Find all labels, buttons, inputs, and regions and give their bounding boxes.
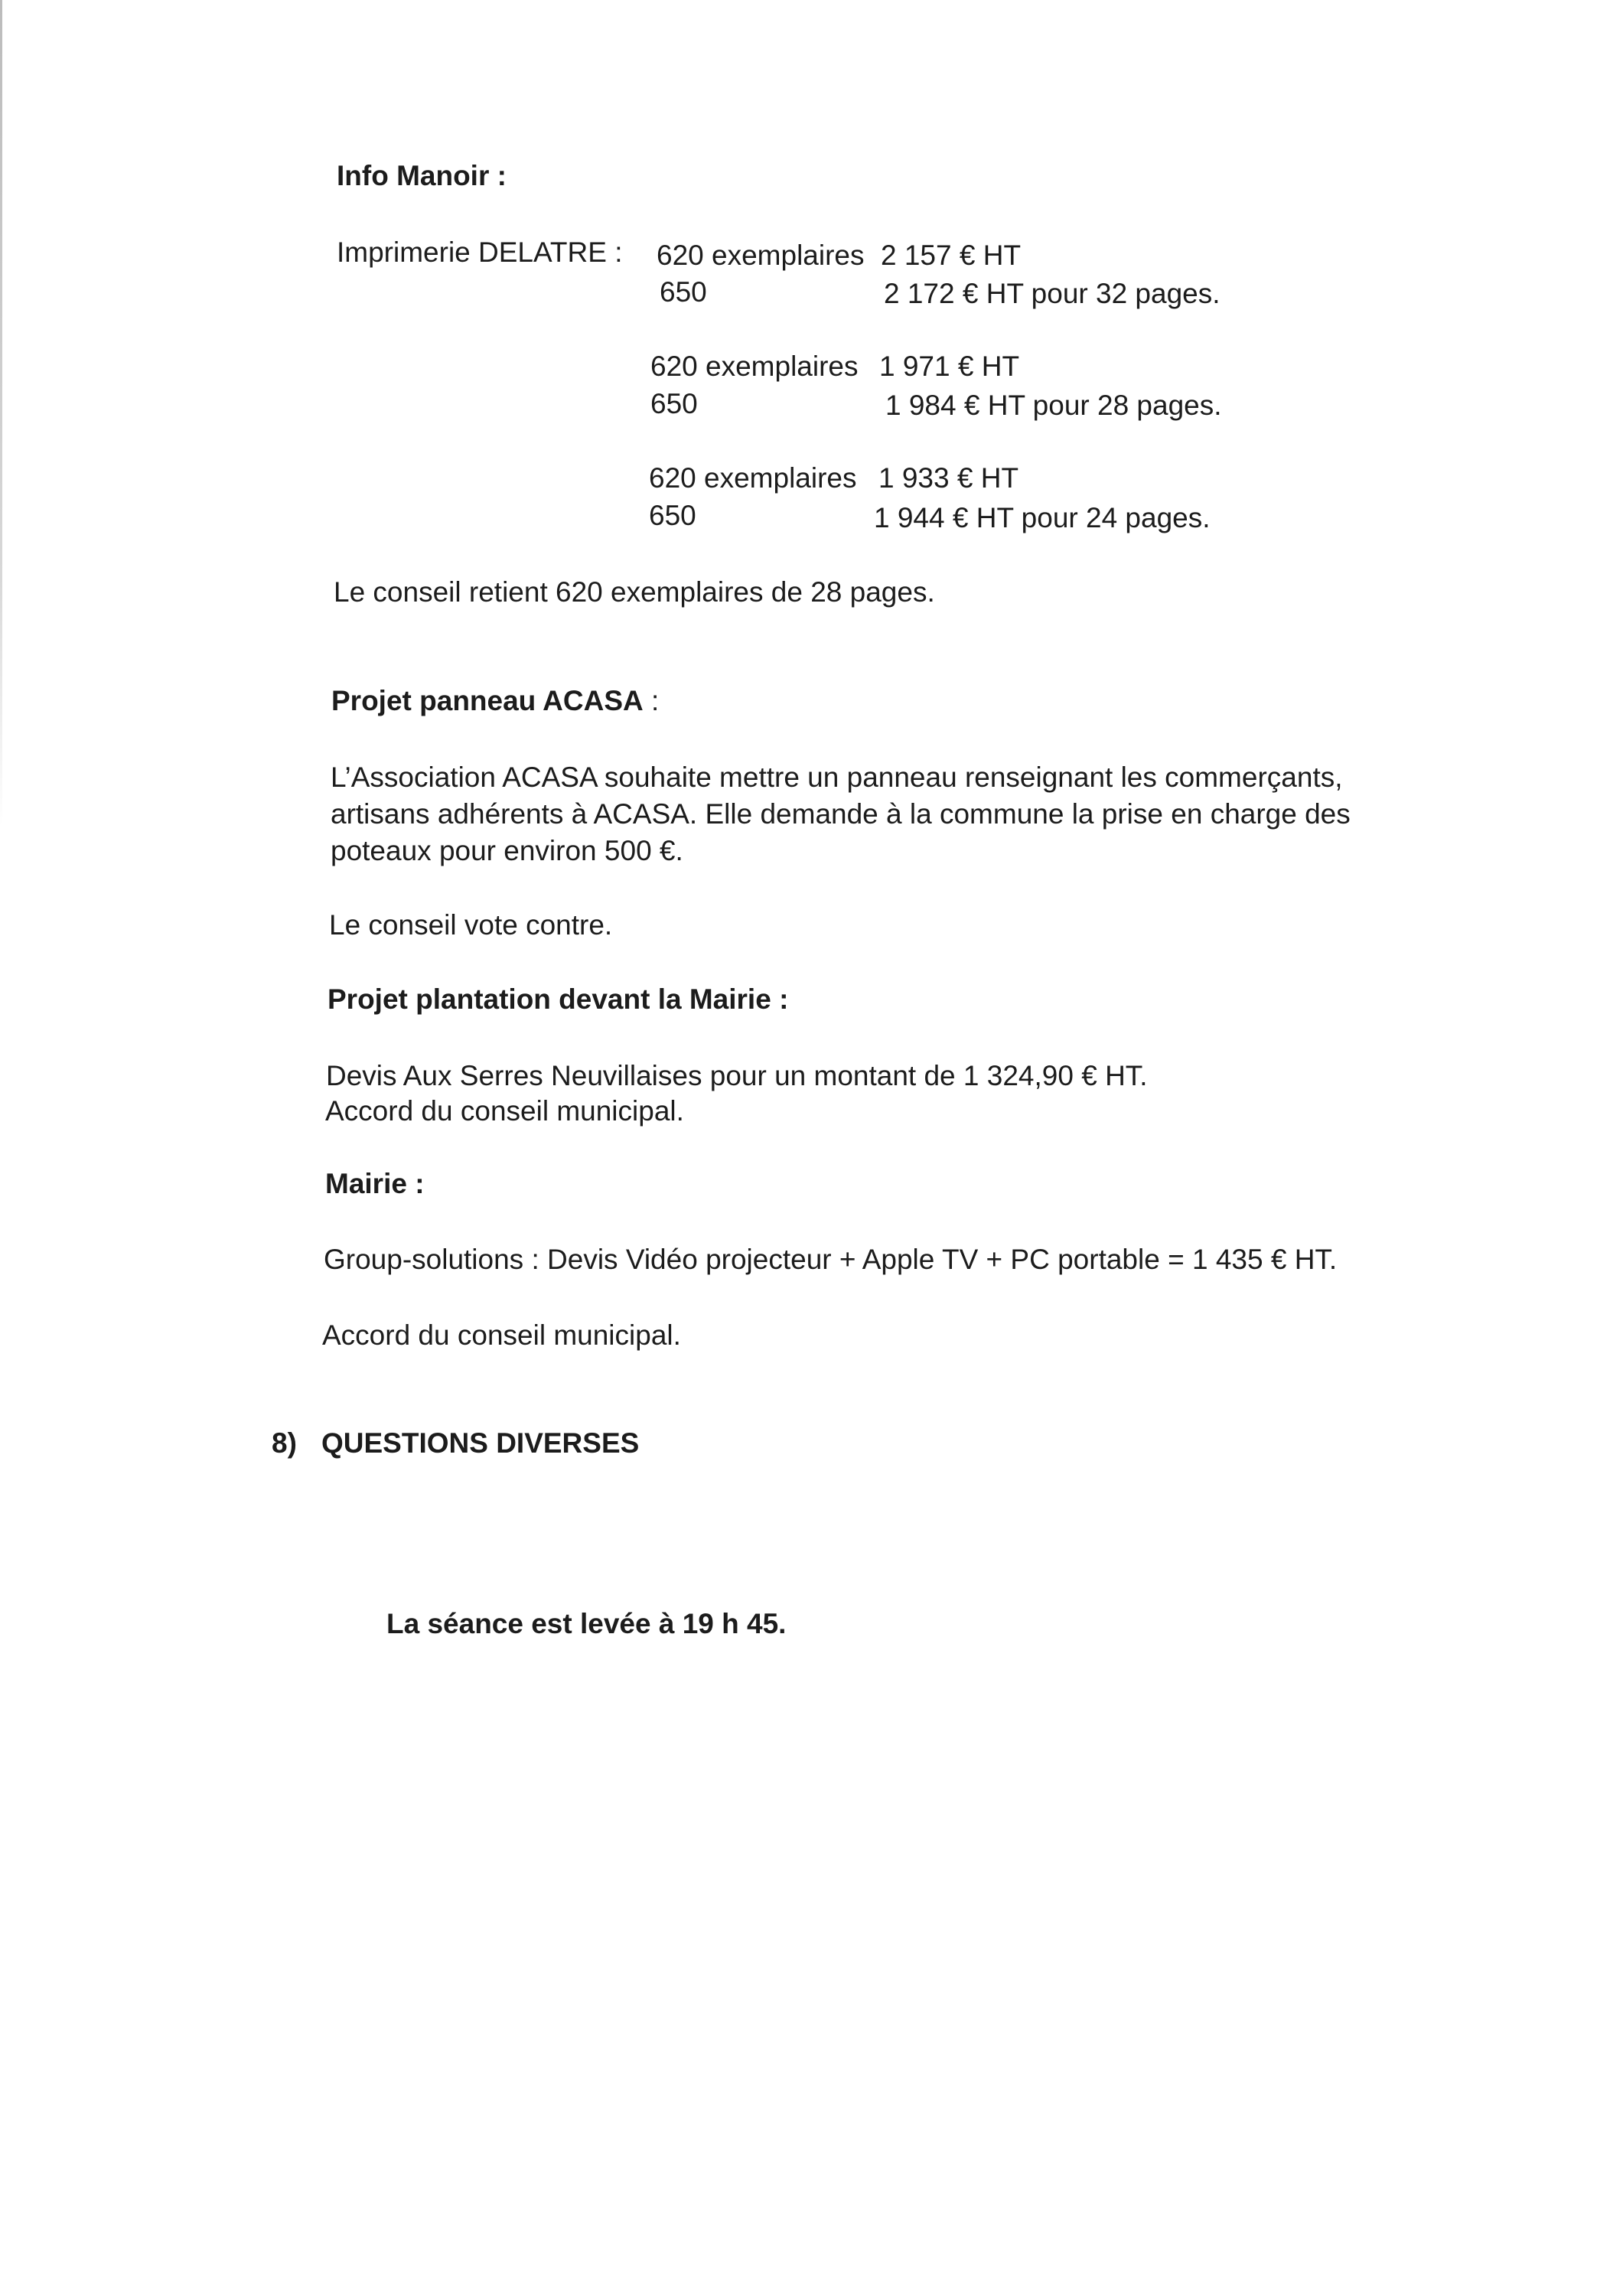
plantation-line-1: Devis Aux Serres Neuvillaises pour un montant de 1 324,90 € HT.	[326, 1060, 1148, 1091]
questions-number: 8)	[272, 1427, 297, 1459]
quote-32-price-650: 2 172 € HT pour 32 pages.	[884, 278, 1221, 309]
panneau-heading-colon: :	[643, 685, 660, 716]
quote-32-price-620: 2 157 € HT	[881, 240, 1022, 271]
quote-28-qty-620: 620 exemplaires	[650, 351, 859, 382]
scan-edge-shadow	[0, 0, 2, 827]
plantation-heading: Projet plantation devant la Mairie :	[328, 983, 789, 1015]
panneau-heading	[331, 684, 659, 718]
quote-28-qty-650: 650	[650, 388, 698, 419]
closing-line: La séance est levée à 19 h 45.	[386, 1608, 787, 1639]
panneau-line-2: artisans adhérents à ACASA. Elle demande à la commune la prise en charge des	[331, 798, 1351, 830]
panneau-line-1: L’Association ACASA souhaite mettre un panneau renseignant les commerçants,	[331, 762, 1343, 793]
info-manoir-decision: Le conseil retient 620 exemplaires de 28 pages.	[334, 576, 935, 608]
panneau-line-3: poteaux pour environ 500 €.	[331, 835, 683, 866]
quote-28-price-620: 1 971 € HT	[879, 351, 1020, 382]
info-manoir-heading: Info Manoir :	[337, 160, 507, 191]
quote-32-qty-650: 650	[660, 276, 707, 308]
quote-32-qty-620: 620 exemplaires	[657, 240, 865, 271]
panneau-decision: Le conseil vote contre.	[329, 909, 613, 941]
quote-28-price-650: 1 984 € HT pour 28 pages.	[885, 390, 1222, 421]
mairie-heading: Mairie :	[325, 1168, 425, 1199]
quote-24-qty-620: 620 exemplaires	[649, 462, 857, 494]
printer-label: Imprimerie DELATRE :	[337, 236, 623, 268]
quote-24-qty-650: 650	[649, 500, 696, 531]
quote-24-price-620: 1 933 € HT	[878, 462, 1019, 494]
mairie-decision: Accord du conseil municipal.	[322, 1319, 681, 1351]
questions-heading: QUESTIONS DIVERSES	[321, 1427, 640, 1459]
panneau-heading-title: Projet panneau ACASA	[331, 685, 644, 716]
mairie-quote: Group-solutions : Devis Vidéo projecteur + Apple TV + PC portable = 1 435 € HT.	[324, 1244, 1338, 1275]
plantation-line-2: Accord du conseil municipal.	[325, 1095, 684, 1127]
quote-24-price-650: 1 944 € HT pour 24 pages.	[874, 502, 1211, 533]
